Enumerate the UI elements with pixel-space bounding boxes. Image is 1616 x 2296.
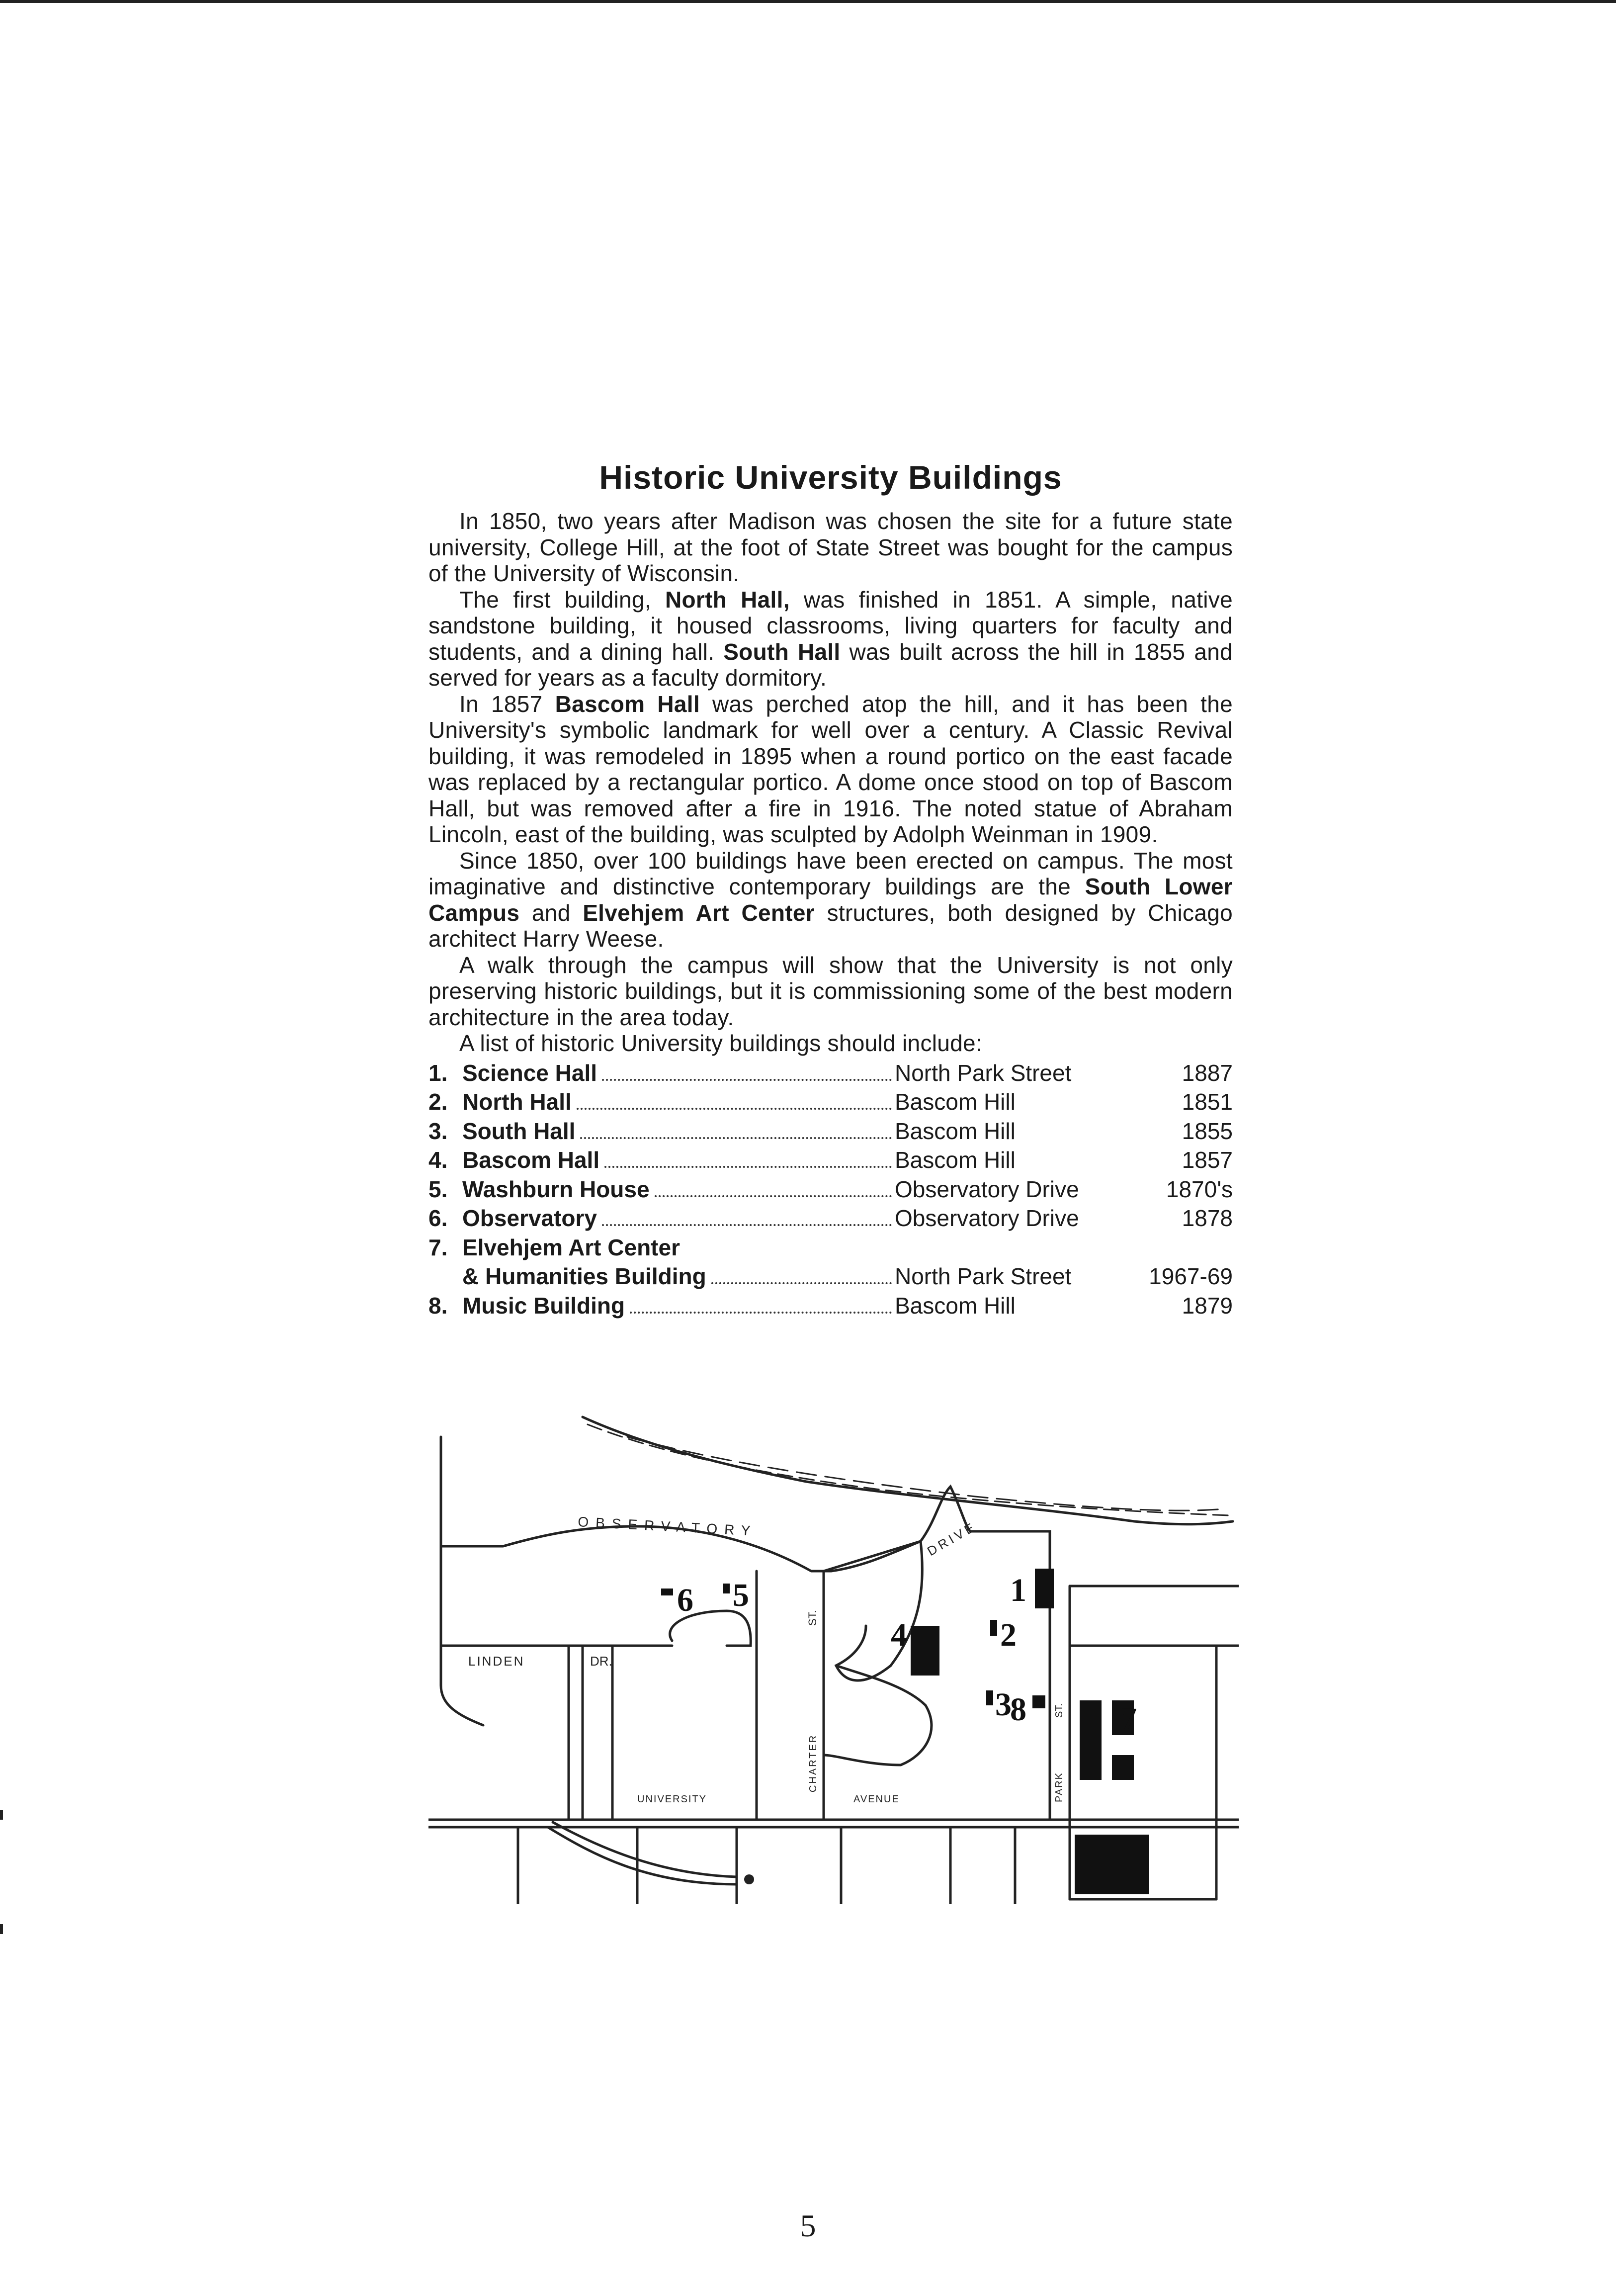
lake-shoreline — [583, 1417, 1233, 1524]
bascom-lower-path — [824, 1666, 932, 1765]
p2-bold-south-hall: South Hall — [723, 638, 841, 665]
item-number: 3. — [428, 1118, 448, 1144]
leader-dots — [655, 1195, 892, 1197]
item-year: 1857 — [1182, 1147, 1233, 1173]
page-number: 5 — [800, 2208, 816, 2243]
item-location: Observatory Drive — [895, 1176, 1079, 1202]
map-label-8: 8 — [1010, 1691, 1026, 1728]
item-name: Washburn House — [462, 1176, 650, 1202]
p4-bold-south-lower-campus: South Lower Campus — [428, 874, 1233, 926]
p3-bold-bascom-hall: Bascom Hall — [555, 691, 700, 717]
item-name: Science Hall — [462, 1060, 597, 1086]
street-label-university: UNIVERSITY — [637, 1794, 707, 1805]
paragraph-5: A walk through the campus will show that the University is not only preserving historic buildings, but it is commissioning some of the best modern architecture in the area today. — [428, 952, 1233, 1030]
leader-dots — [604, 1166, 892, 1168]
map-label-4: 4 — [891, 1617, 907, 1653]
campus-map — [428, 1407, 1239, 1904]
map-label-6: 6 — [677, 1582, 693, 1618]
building-5-marker — [723, 1584, 730, 1593]
article — [428, 457, 1233, 1320]
item-location: Bascom Hill — [895, 1292, 1016, 1319]
item-number: 6. — [428, 1205, 448, 1231]
campus-map-drawing — [428, 1407, 1239, 1904]
street-label-dr: DR. — [590, 1654, 612, 1669]
lake-shoreline-dashes-2 — [627, 1437, 1224, 1510]
p2-text-a: The first building, — [459, 586, 651, 613]
left-margin-mark — [0, 1810, 3, 1820]
item-number: 8. — [428, 1292, 448, 1319]
item-location: North Park Street — [895, 1263, 1072, 1289]
item-location: North Park Street — [895, 1060, 1072, 1086]
building-2-marker — [990, 1620, 997, 1636]
leader-dots — [602, 1079, 892, 1081]
p2-text-e: was built across the hill in 1855 and served for years as a faculty dormitory. — [428, 638, 1233, 691]
leader-dots — [711, 1282, 892, 1284]
building-list — [428, 1059, 1233, 1321]
list-item — [428, 1175, 1233, 1204]
paragraph-4 — [428, 848, 1233, 952]
item-year: 1887 — [1182, 1060, 1233, 1086]
item-number: 5. — [428, 1176, 448, 1202]
leader-dots — [580, 1137, 892, 1139]
item-location: Bascom Hill — [895, 1118, 1016, 1144]
p4-text-e: structures, both designed by Chicago architect Harry Weese. — [428, 899, 1233, 952]
item-number: 2. — [428, 1089, 448, 1115]
map-label-3: 3 — [995, 1686, 1012, 1723]
diagonal-street-2 — [553, 1822, 737, 1877]
list-item — [428, 1059, 1233, 1088]
leader-dots — [577, 1108, 892, 1110]
list-item-continued — [428, 1262, 1233, 1291]
item-year: 1870's — [1166, 1176, 1233, 1202]
list-item — [428, 1204, 1233, 1233]
item-name: Observatory — [462, 1205, 597, 1231]
building-3-marker — [986, 1690, 993, 1705]
item-name: Elvehjem Art Center — [462, 1234, 680, 1260]
street-label-park: PARK — [1054, 1772, 1065, 1802]
street-label-observatory: OBSERVATORY — [577, 1514, 758, 1539]
item-name: Music Building — [462, 1292, 625, 1319]
list-item — [428, 1087, 1233, 1117]
bascom-hill-path — [824, 1541, 922, 1680]
building-6-marker — [661, 1589, 673, 1595]
humanities-block — [1075, 1835, 1149, 1894]
building-7-marker — [1080, 1700, 1102, 1780]
list-item — [428, 1146, 1233, 1175]
item-year: 1851 — [1182, 1089, 1233, 1115]
item-year: 1879 — [1182, 1292, 1233, 1319]
street-label-drive: DRIVE — [925, 1518, 979, 1559]
building-4-marker — [911, 1626, 939, 1676]
paragraph-6: A list of historic University buildings should include: — [459, 1030, 982, 1056]
street-label-charter: CHARTER — [808, 1734, 819, 1792]
west-boundary — [441, 1437, 483, 1725]
item-number: 4. — [428, 1147, 448, 1173]
map-label-5: 5 — [733, 1577, 749, 1613]
street-label-st2: ST. — [1054, 1703, 1065, 1718]
p4-bold-elvehjem: Elvehjem Art Center — [583, 899, 815, 926]
item-number: 1. — [428, 1060, 448, 1086]
list-item — [428, 1117, 1233, 1146]
item-year: 1878 — [1182, 1205, 1233, 1231]
left-margin-mark-2 — [0, 1924, 3, 1934]
item-location: Bascom Hill — [895, 1147, 1016, 1173]
p4-text-a: Since 1850, over 100 buildings have been erected on campus. The most imaginative and distinctive contemporary buildings are the — [428, 847, 1233, 899]
item-location: Bascom Hill — [895, 1089, 1016, 1115]
p2-bold-north-hall: North Hall, — [665, 586, 790, 613]
p3-text-a: In 1857 — [459, 691, 543, 717]
paragraph-1: In 1850, two years after Madison was chosen the site for a future state university, College Hill, at the foot of State Street was bought for the campus of the University of Wisconsin. — [428, 508, 1233, 586]
item-year: 1855 — [1182, 1118, 1233, 1144]
top-edge-rule — [0, 0, 1616, 3]
street-label-avenue: AVENUE — [853, 1794, 900, 1805]
item-year: 1967-69 — [1149, 1263, 1233, 1289]
item-name: North Hall — [462, 1089, 572, 1115]
p3-text-c: was perched atop the hill, and it has been the University's symbolic landmark for well over a century. A Classic Revival building, it was remodeled in 1895 when a round portico on the east facade was replaced by a rectangular portico. A dome once stood on top of Bascom Hall, but was removed after a fire in 1916. The noted statue of Abraham Lincoln, east of the building, was sculpted by Adolph Weinman in 1909. — [428, 691, 1233, 847]
item-name-line2: & Humanities Building — [462, 1263, 706, 1289]
page-title: Historic University Buildings — [599, 459, 1062, 496]
leader-dots — [630, 1312, 892, 1314]
map-label-1: 1 — [1010, 1572, 1026, 1608]
item-name: Bascom Hall — [462, 1147, 600, 1173]
p4-text-c: and — [531, 899, 571, 926]
item-name: South Hall — [462, 1118, 576, 1144]
list-item — [428, 1233, 1233, 1262]
paragraph-2 — [428, 587, 1233, 691]
building-1-marker — [1035, 1569, 1054, 1608]
map-label-2: 2 — [1000, 1617, 1017, 1653]
item-number: 7. — [428, 1234, 448, 1260]
paragraph-3 — [428, 691, 1233, 848]
statue-marker — [744, 1874, 754, 1884]
building-7-marker-3 — [1112, 1755, 1134, 1780]
list-item — [428, 1291, 1233, 1321]
p2-text-c: was finished in 1851. A simple, native sandstone building, it housed classrooms, living quarters for faculty and students, and a dining hall. — [428, 586, 1233, 665]
lake-shoreline-dashes — [588, 1424, 1229, 1515]
street-label-st1: ST. — [806, 1610, 819, 1626]
building-8-marker — [1032, 1695, 1045, 1708]
item-location: Observatory Drive — [895, 1205, 1079, 1231]
leader-dots — [602, 1224, 892, 1226]
street-label-linden: LINDEN — [468, 1654, 525, 1669]
map-label-7: 7 — [1120, 1701, 1137, 1738]
